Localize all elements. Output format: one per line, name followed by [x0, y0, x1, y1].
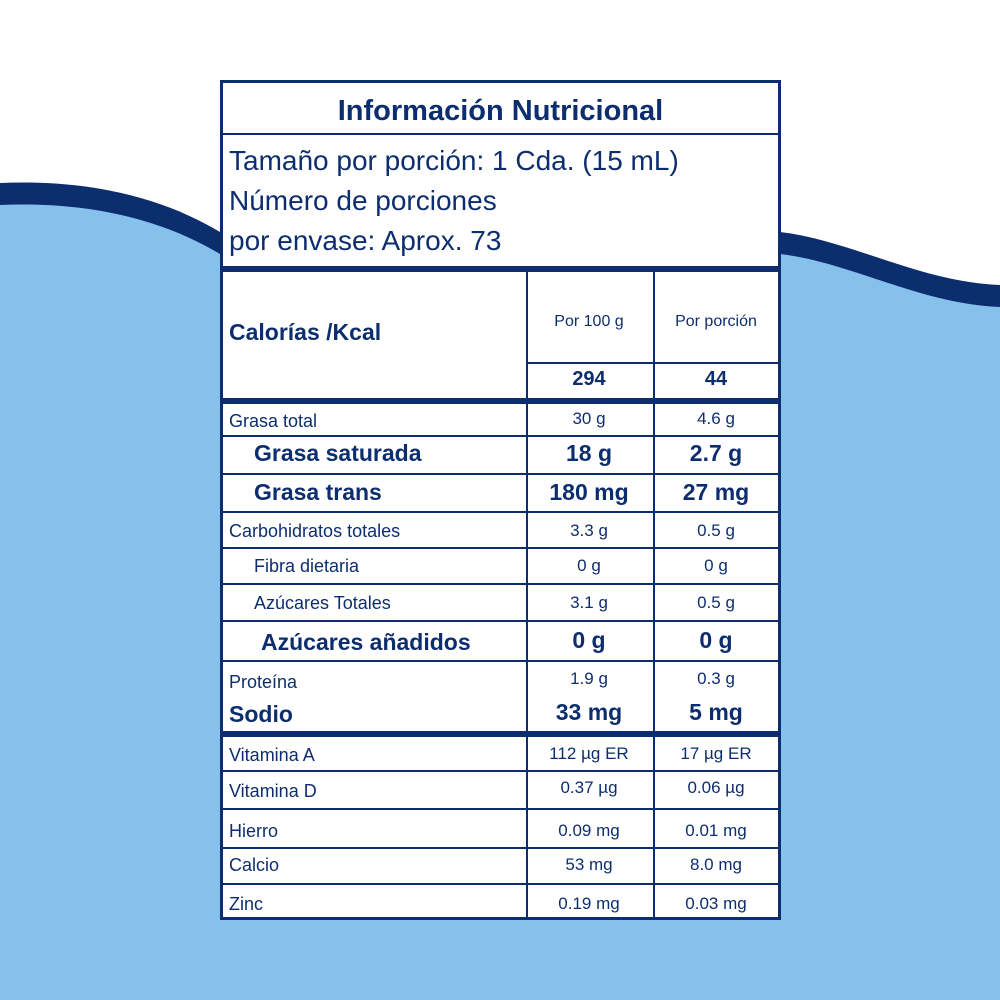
row-label-vitamina-a: Vitamina A [229, 745, 315, 765]
calories-header-divider [526, 362, 781, 364]
row-value-grasa-trans-portion: 27 mg [682, 479, 750, 505]
row-value-grasa-total-100g: 30 g [572, 409, 606, 428]
row-value-azucares-totales-portion: 0.5 g [697, 593, 735, 612]
row-value-carbohidratos-portion: 0.5 g [697, 521, 735, 540]
calories-label: Calorías /Kcal [229, 319, 382, 345]
row-label-zinc: Zinc [229, 894, 264, 914]
row-label-fibra: Fibra dietaria [254, 556, 360, 576]
row-value-proteina-100g: 1.9 g [570, 669, 608, 688]
row-label-grasa-saturada: Grasa saturada [254, 440, 422, 466]
row-value-azucares-totales-100g: 3.1 g [570, 593, 608, 612]
row-value-fibra-portion: 0 g [704, 556, 728, 575]
row-value-vitamina-d-100g: 0.37 µg [560, 778, 618, 797]
thick-divider-vitamins [223, 731, 778, 737]
row-label-azucares-totales: Azúcares Totales [254, 593, 391, 613]
row-value-grasa-total-portion: 4.6 g [697, 409, 735, 428]
row-value-grasa-trans-100g: 180 mg [549, 479, 629, 505]
row-value-carbohidratos-100g: 3.3 g [570, 521, 608, 540]
nutrition-facts-panel [220, 80, 781, 920]
calories-per-100g: 294 [572, 368, 606, 390]
row-value-azucares-anadidos-100g: 0 g [572, 627, 606, 653]
row-label-hierro: Hierro [229, 821, 279, 841]
row-value-vitamina-a-100g: 112 µg ER [549, 744, 629, 763]
row-label-vitamina-d: Vitamina D [229, 781, 317, 801]
row-value-fibra-100g: 0 g [577, 556, 601, 575]
row-value-zinc-100g: 0.19 mg [558, 894, 620, 913]
row-value-hierro-portion: 0.01 mg [685, 821, 747, 840]
col-header-per-portion: Por porción [675, 313, 757, 330]
serving-size-line: Tamaño por porción: 1 Cda. (15 mL) [229, 145, 679, 176]
calories-per-portion: 44 [704, 368, 728, 390]
row-value-proteina-portion: 0.3 g [697, 669, 735, 688]
row-label-grasa-total: Grasa total [229, 411, 318, 431]
row-value-hierro-100g: 0.09 mg [558, 821, 620, 840]
row-label-azucares-anadidos: Azúcares añadidos [261, 629, 471, 655]
panel-title: Información Nutricional [337, 95, 664, 127]
row-value-sodio-100g: 33 mg [555, 699, 623, 725]
thick-divider-calories [223, 398, 778, 404]
col-header-per-100g: Por 100 g [554, 313, 624, 330]
row-label-carbohidratos: Carbohidratos totales [229, 521, 401, 541]
row-value-zinc-portion: 0.03 mg [685, 894, 747, 913]
row-label-sodio: Sodio [229, 701, 293, 727]
title-divider [223, 133, 778, 135]
row-value-grasa-saturada-portion: 2.7 g [689, 440, 743, 466]
servings-count-line-1: Número de porciones [229, 185, 497, 216]
servings-count-line-2: por envase: Aprox. 73 [229, 225, 502, 256]
row-value-calcio-100g: 53 mg [565, 855, 613, 874]
row-value-azucares-anadidos-portion: 0 g [699, 627, 733, 653]
thick-divider-top [223, 266, 778, 272]
row-label-grasa-trans: Grasa trans [254, 479, 382, 505]
row-value-vitamina-a-portion: 17 µg ER [680, 744, 752, 763]
row-label-proteina: Proteína [229, 672, 298, 692]
row-value-sodio-portion: 5 mg [689, 699, 743, 725]
row-value-vitamina-d-portion: 0.06 µg [687, 778, 745, 797]
row-value-calcio-portion: 8.0 mg [690, 855, 742, 874]
row-label-calcio: Calcio [229, 855, 280, 875]
row-value-grasa-saturada-100g: 18 g [565, 440, 613, 466]
